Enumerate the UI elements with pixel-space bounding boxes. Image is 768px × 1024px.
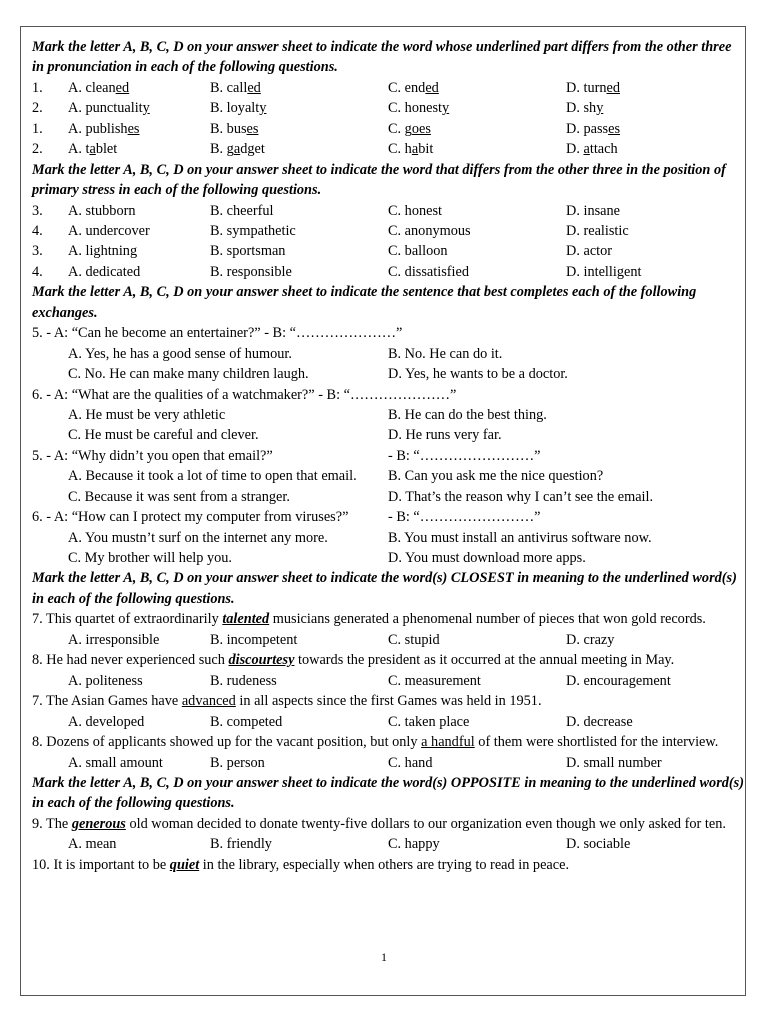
question-row	[32, 201, 744, 221]
question-row	[32, 262, 744, 282]
answer-option: C. ended	[388, 79, 439, 96]
exchange-prompt: 5. - A: “Why didn’t you open that email?”	[32, 447, 273, 464]
answer-option: D. You must download more apps.	[388, 550, 586, 567]
underlined-sound: a	[411, 141, 419, 158]
answer-option: D. actor	[566, 243, 613, 260]
answer-option: B. loyalty	[210, 100, 267, 117]
answer-option: B. sportsman	[210, 243, 286, 260]
exchange-question	[32, 385, 744, 405]
answer-option: C. dissatisfied	[388, 263, 470, 280]
answer-option: A. Because it took a lot of time to open that email.	[68, 468, 357, 485]
answer-option: C. anonymous	[388, 223, 471, 239]
answer-option: B. He can do the best thing.	[388, 406, 547, 423]
answer-option: D. That’s the reason why I can’t see the email.	[388, 488, 654, 505]
answer-option: A. cleaned	[68, 79, 130, 96]
question-row	[32, 712, 744, 732]
answer-option: D. He runs very far.	[388, 427, 502, 444]
answer-option: A. stubborn	[68, 202, 136, 219]
answer-option: D. passes	[566, 120, 621, 137]
question-number: 3.	[32, 202, 43, 219]
vocab-question: 9. The generous old woman decided to donate twenty-five dollars to our organization even though we only asked for ten.	[32, 815, 726, 832]
question-row	[32, 241, 744, 261]
question-number: 3.	[32, 243, 43, 260]
vocab-question: 7. The Asian Games have advanced in all aspects since the first Games was held in 1951.	[32, 693, 542, 710]
question-number: 2.	[32, 100, 43, 117]
exchange-reply-blank: - B: “……………………”	[388, 509, 541, 526]
answer-option: D. shy	[566, 100, 604, 117]
option-row	[32, 425, 744, 445]
vocab-question: 8. Dozens of applicants showed up for the vacant position, but only a handful of them were shortlisted for the interview.	[32, 734, 719, 751]
underlined-sound: ed	[425, 79, 439, 96]
answer-option: B. called	[210, 79, 261, 96]
underlined-sound: y	[142, 100, 150, 117]
option-row	[32, 466, 744, 486]
answer-option: C. habit	[388, 141, 434, 158]
question-number: 1.	[32, 120, 43, 137]
answer-option: A. Yes, he has a good sense of humour.	[68, 345, 292, 362]
section-instruction: Mark the letter A, B, C, D on your answer sheet to indicate the word(s) CLOSEST in meaning to the underlined word(s) in each of the following questions.	[32, 570, 737, 607]
underlined-sound: y	[442, 100, 450, 117]
answer-option: B. friendly	[210, 836, 272, 853]
underlined-word: a handful	[421, 734, 475, 751]
answer-option: B. competed	[210, 713, 283, 730]
answer-option: C. happy	[388, 836, 440, 853]
answer-option: B. gadget	[210, 141, 265, 158]
underlined-sound: ed	[606, 79, 621, 96]
underlined-sound: y	[596, 100, 604, 117]
answer-option: C. He must be careful and clever.	[68, 427, 259, 444]
answer-option: A. You mustn’t surf on the internet any more.	[68, 529, 328, 546]
underlined-sound: ed	[115, 79, 130, 96]
exchange-prompt: 6. - A: “How can I protect my computer from viruses?”	[32, 509, 349, 526]
question-row	[32, 834, 744, 854]
underlined-sound: es	[246, 120, 259, 137]
question-row	[32, 78, 744, 98]
question-row	[32, 753, 744, 773]
question-number: 4.	[32, 263, 43, 280]
answer-option: B. incompetent	[210, 631, 298, 648]
answer-option: A. politeness	[68, 672, 143, 689]
vocab-question: 10. It is important to be quiet in the library, especially when others are trying to read in peace.	[32, 856, 570, 873]
question-row	[32, 98, 744, 118]
answer-option: D. crazy	[566, 631, 615, 648]
answer-option: B. No. He can do it.	[388, 345, 503, 362]
answer-option: C. goes	[388, 120, 431, 137]
underlined-word: quiet	[169, 856, 200, 873]
answer-option: D. insane	[566, 202, 620, 219]
option-row	[32, 364, 744, 384]
worksheet-content	[32, 37, 744, 875]
question-number: 4.	[32, 223, 43, 239]
answer-option: C. honest	[388, 202, 443, 219]
answer-option: A. developed	[68, 713, 145, 730]
option-row	[32, 487, 744, 507]
underlined-sound: a	[583, 141, 590, 158]
underlined-word: discourtesy	[228, 652, 295, 669]
answer-option: D. decrease	[566, 713, 633, 730]
exchange-reply-blank: - B: “……………………”	[388, 447, 541, 464]
option-row	[32, 405, 744, 425]
question-row	[32, 671, 744, 691]
answer-option: B. Can you ask me the nice question?	[388, 468, 604, 485]
question-number: 2.	[32, 141, 43, 158]
exchange-prompt: 6. - A: “What are the qualities of a watchmaker?” - B: “…………………”	[32, 386, 457, 403]
answer-option: C. stupid	[388, 631, 440, 648]
answer-option: C. taken place	[388, 713, 470, 730]
page-number: 1	[381, 950, 387, 964]
answer-option: B. person	[210, 754, 265, 771]
answer-option: C. hand	[388, 754, 433, 771]
section-instruction: Mark the letter A, B, C, D on your answer sheet to indicate the word that differs from the other three in the position of primary stress in each of the following questions.	[32, 161, 726, 199]
answer-option: B. buses	[210, 120, 259, 137]
option-row	[32, 344, 744, 364]
answer-option: B. rudeness	[210, 672, 277, 689]
section-instruction: Mark the letter A, B, C, D on your answer sheet to indicate the sentence that best completes each of the following exchanges.	[32, 284, 697, 321]
underlined-sound: a	[89, 141, 96, 158]
option-row	[32, 528, 744, 548]
answer-option: D. attach	[566, 141, 618, 158]
underlined-sound: es	[608, 120, 621, 137]
section-instruction: Mark the letter A, B, C, D on your answer sheet to indicate the word whose underlined part differs from the other three in pronunciation in each of the following questions.	[32, 39, 732, 76]
section-instruction: Mark the letter A, B, C, D on your answer sheet to indicate the word(s) OPPOSITE in meaning to the underlined word(s) in each of the following questions.	[32, 774, 745, 812]
answer-option: A. irresponsible	[68, 631, 160, 648]
underlined-sound: y	[259, 100, 267, 117]
answer-option: A. dedicated	[68, 263, 141, 280]
underlined-word: generous	[71, 815, 126, 832]
answer-option: B. You must install an antivirus software now.	[388, 529, 652, 546]
question-number: 1.	[32, 79, 43, 96]
answer-option: D. Yes, he wants to be a doctor.	[388, 366, 568, 383]
answer-option: D. realistic	[566, 223, 629, 239]
exchange-question	[32, 507, 744, 527]
vocab-question: 8. He had never experienced such discourtesy towards the president as it occurred at the annual meeting in May.	[32, 652, 675, 669]
underlined-sound: oes	[411, 120, 431, 137]
answer-option: A. tablet	[68, 141, 118, 158]
underlined-sound: a	[233, 141, 241, 158]
exchange-prompt: 5. - A: “Can he become an entertainer?” - B: “…………………”	[32, 325, 403, 342]
answer-option: A. He must be very athletic	[68, 406, 226, 423]
answer-option: A. punctuality	[68, 100, 150, 117]
answer-option: D. small number	[566, 754, 662, 771]
question-row	[32, 139, 744, 159]
answer-option: A. publishes	[68, 120, 140, 137]
answer-option: C. measurement	[388, 672, 481, 689]
answer-option: A. lightning	[68, 243, 138, 260]
answer-option: D. intelligent	[566, 263, 642, 280]
question-row	[32, 119, 744, 139]
exchange-question	[32, 323, 744, 343]
answer-option: B. cheerful	[210, 202, 274, 219]
question-row	[32, 630, 744, 650]
underlined-sound: es	[127, 120, 140, 137]
answer-option: B. sympathetic	[210, 223, 296, 239]
answer-option: C. honesty	[388, 100, 450, 117]
exchange-question	[32, 446, 744, 466]
answer-option: A. mean	[68, 836, 117, 853]
option-row	[32, 548, 744, 568]
underlined-word: advanced	[181, 693, 236, 710]
answer-option: D. sociable	[566, 836, 631, 853]
answer-option: C. My brother will help you.	[68, 550, 233, 567]
answer-option: C. balloon	[388, 243, 448, 260]
vocab-question: 7. This quartet of extraordinarily talented musicians generated a phenomenal number of pieces that won gold records.	[32, 611, 706, 628]
underlined-word: talented	[222, 611, 270, 628]
answer-option: D. encouragement	[566, 672, 671, 689]
answer-option: D. turned	[566, 79, 621, 96]
answer-option: B. responsible	[210, 263, 292, 280]
answer-option: C. No. He can make many children laugh.	[68, 366, 309, 383]
answer-option: C. Because it was sent from a stranger.	[68, 488, 290, 505]
question-row	[32, 221, 744, 241]
answer-option: A. undercover	[68, 223, 150, 239]
underlined-sound: ed	[247, 79, 261, 96]
answer-option: A. small amount	[68, 754, 163, 771]
